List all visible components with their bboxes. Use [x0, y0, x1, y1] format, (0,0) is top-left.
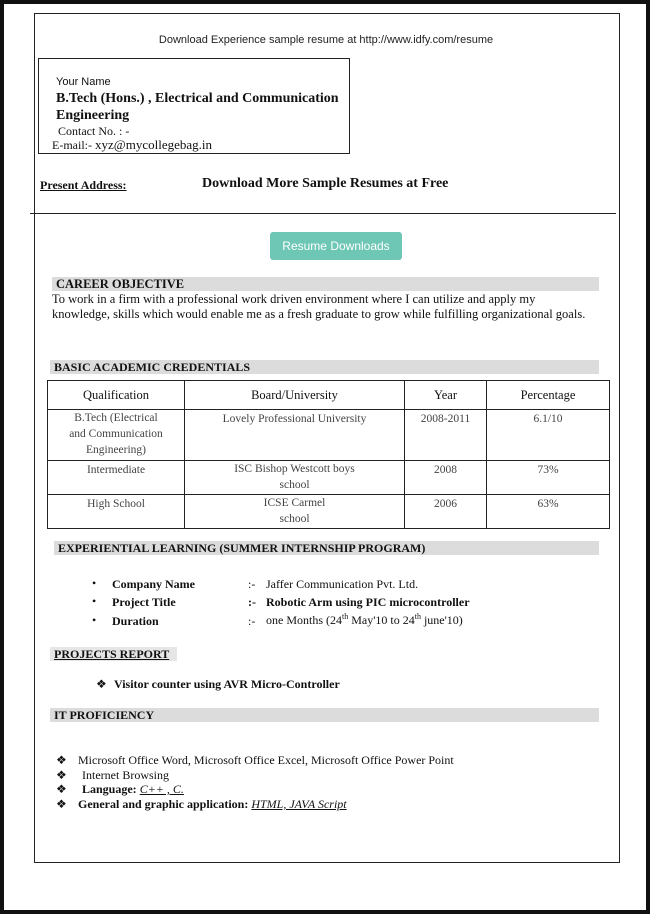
table-cell: Intermediate	[48, 461, 185, 495]
table-row	[48, 410, 610, 461]
download-link-text[interactable]: Download Experience sample resume at http://www.idfy.com/resume	[158, 34, 494, 46]
email-line	[52, 137, 212, 153]
projects-heading: PROJECTS REPORT	[50, 647, 177, 661]
table-row	[48, 461, 610, 495]
column-header: Board/University	[185, 381, 405, 410]
table-cell: 63%	[487, 495, 610, 529]
column-header: Qualification	[48, 381, 185, 410]
table-cell: ISC Bishop Westcott boys school	[185, 461, 405, 495]
table-cell: High School	[48, 495, 185, 529]
it-item: General and graphic application: HTML, JAVA Script	[78, 797, 347, 811]
resume-downloads-button[interactable]: Resume Downloads	[270, 232, 402, 260]
bullet-icon: •	[92, 576, 97, 590]
internship-heading: EXPERIENTIAL LEARNING (SUMMER INTERNSHIP PROGRAM)	[54, 541, 599, 555]
table-cell: 2006	[405, 495, 487, 529]
internship-sep: :-	[248, 595, 256, 609]
project-item: Visitor counter using AVR Micro-Controller	[114, 677, 340, 691]
academic-heading: BASIC ACADEMIC CREDENTIALS	[50, 360, 599, 374]
table-row	[48, 495, 610, 529]
contact-number: Contact No. : -	[58, 124, 130, 138]
table-cell: Lovely Professional University	[185, 410, 405, 461]
table-cell: ICSE Carmel school	[185, 495, 405, 529]
table-cell: B.Tech (Electrical and Communication Engineering)	[48, 410, 185, 461]
academic-table	[47, 380, 610, 529]
internship-value: Jaffer Communication Pvt. Ltd.	[266, 577, 419, 591]
table-cell: 2008-2011	[405, 410, 487, 461]
diamond-bullet-icon: ❖	[56, 782, 67, 796]
download-more-text: Download More Sample Resumes at Free	[202, 176, 449, 191]
diamond-bullet-icon: ❖	[56, 753, 67, 767]
bullet-icon: •	[92, 594, 97, 608]
table-header-row	[48, 381, 610, 410]
your-name: Your Name	[56, 76, 111, 88]
column-header: Percentage	[487, 381, 610, 410]
column-header: Year	[405, 381, 487, 410]
email-label: E-mail:-	[52, 138, 92, 152]
it-item: Microsoft Office Word, Microsoft Office Excel, Microsoft Office Power Point	[78, 753, 454, 767]
internship-label: Company Name	[112, 577, 195, 591]
divider	[30, 213, 616, 214]
diamond-bullet-icon: ❖	[56, 768, 67, 782]
it-heading: IT PROFICIENCY	[50, 708, 599, 722]
table-cell: 6.1/10	[487, 410, 610, 461]
diamond-bullet-icon: ❖	[56, 797, 67, 811]
internship-label: Project Title	[112, 595, 176, 609]
it-item: Internet Browsing	[82, 768, 169, 782]
present-address-label: Present Address:	[40, 178, 127, 192]
internship-label: Duration	[112, 614, 159, 628]
internship-duration: one Months (24th May'10 to 24th june'10)	[266, 612, 463, 627]
table-cell: 2008	[405, 461, 487, 495]
it-item: Language: C++ , C.	[82, 782, 184, 796]
internship-value: Robotic Arm using PIC microcontroller	[266, 595, 470, 609]
bullet-icon: •	[92, 613, 97, 627]
diamond-bullet-icon: ❖	[96, 677, 107, 691]
career-objective-heading: CAREER OBJECTIVE	[52, 277, 599, 291]
degree-title: B.Tech (Hons.) , Electrical and Communication Engineering	[56, 91, 339, 123]
career-objective-text: To work in a firm with a professional work driven environment where I can utilize and apply my knowledge, skills which would enable me as a fresh graduate to grow while fulfilling organizational goals.	[52, 292, 586, 321]
email-value[interactable]: xyz@mycollegebag.in	[94, 137, 213, 152]
internship-sep: :-	[248, 614, 256, 628]
internship-sep: :-	[248, 577, 256, 591]
table-cell: 73%	[487, 461, 610, 495]
